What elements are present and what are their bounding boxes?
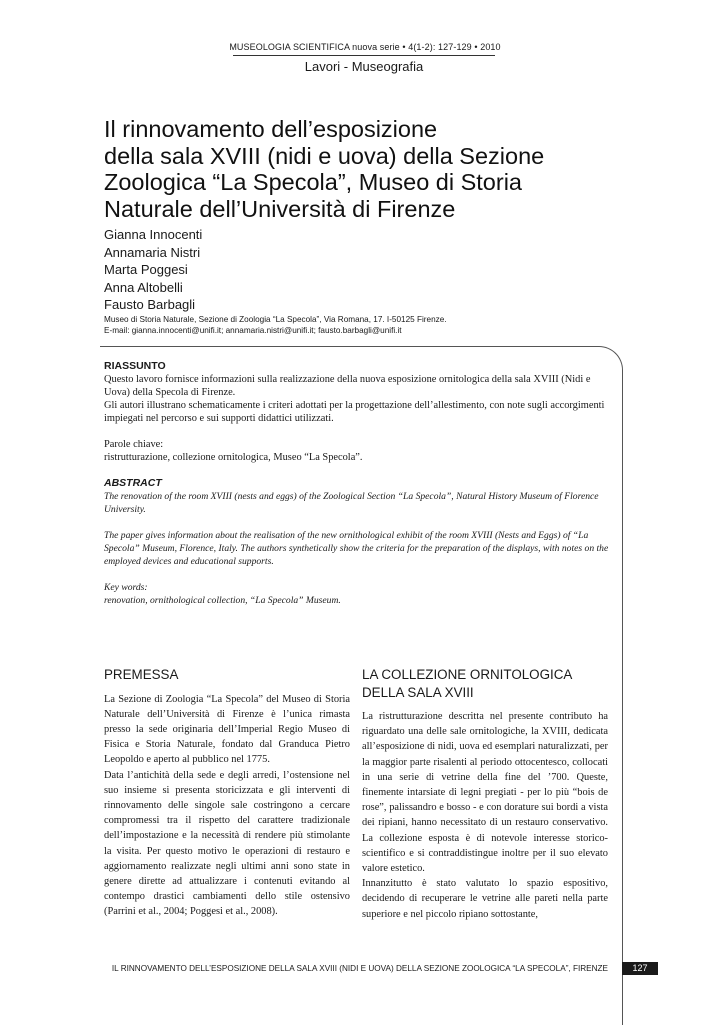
author-name: Fausto Barbagli [104, 297, 196, 312]
premessa-paragraph: Data l’antichità della sede e degli arredi, l’ostensione nel suo insieme si presenta storicizzata e gli interventi di rinnovamento delle singole sale costringono a cercare compromessi tra il rispetto del carattere tradizionale dell’impostazione e la necessità di rendere più stimolante la visita. Per questo motivo le operazioni di restauro e aggiornamento realizzate negli ultimi anni sono state in genere dirette ad attualizzare i contenuti evitando al contempo drastici cambiamenti dello stile ostensivo (Parrini et al., 2004; Poggesi et al., 2008). [104, 769, 350, 918]
riassunto-keywords: ristrutturazione, collezione ornitologica, Museo “La Specola”. [104, 452, 363, 463]
header-rule [233, 55, 495, 56]
column-left [104, 666, 350, 920]
riassunto-heading: RIASSUNTO [104, 360, 166, 372]
title-line: Zoologica “La Specola”, Museo di Storia [104, 169, 522, 195]
collezione-paragraph: La ristrutturazione descritta nel presente contributo ha riguardato una delle sale ornitologiche, la XVIII, dedicata all’esposizione di nidi, uova ed esemplari naturalizzati, per la maggior parte risalenti al periodo ottocentesco, collocati in una serie di vetrine della fine del ’700. Queste, finemente intarsiate di legni pregiati - per lo più “bois de rose”, palissandro e bosso - e con dorature sui bordi a vista dei ripiani, hanno necessitato di un restauro conservativo. La collezione esposta è di notevole interesse storico-scientifico e si contraddistingue inoltre per il suo elevato valore estetico. [362, 711, 608, 875]
author-name: Anna Altobelli [104, 279, 183, 295]
author-name: Marta Poggesi [104, 262, 188, 277]
affiliation-address: Museo di Storia Naturale, Sezione di Zoologia “La Specola”, Via Romana, 17. I-50125 Firenze. [104, 315, 447, 324]
premessa-paragraph: La Sezione di Zoologia “La Specola” del Museo di Storia Naturale dell’Università di Firenze è l’unica rimasta presso la sede originaria dell’Imperial Regio Museo di Fisica e Storia Naturale, fondato dal Granduca Pietro Leopoldo e aperto al pubblico nel 1775. [104, 693, 350, 766]
abstract-paragraph: The paper gives information about the realisation of the new ornithological exhibit of the room XVIII (Nests and Eggs) of “La Specola” Museum, Florence, Italy. The authors synthetically show the criteria for the preparation of the displays, with notes on the employed devices and educational supports. [104, 530, 609, 567]
collezione-heading-line: DELLA SALA XVIII [362, 684, 474, 700]
collezione-heading-line: LA COLLEZIONE ORNITOLOGICA [362, 667, 573, 682]
journal-citation: MUSEOLOGIA SCIENTIFICA nuova serie • 4(1-2): 127-129 • 2010 [229, 42, 501, 52]
author-list [104, 226, 504, 314]
affiliation-email: E-mail: gianna.innocenti@unifi.it; annamaria.nistri@unifi.it; fausto.barbagli@unifi.it [104, 325, 402, 335]
abstract-section [104, 360, 614, 607]
premessa-heading: PREMESSA [104, 667, 179, 682]
title-line: Il rinnovamento dell’esposizione [104, 116, 438, 142]
abstract-title: The renovation of the room XVIII (nests and eggs) of the Zoological Section “La Specola”, Natural History Museum of Florence University. [104, 491, 599, 515]
abstract-keywords: renovation, ornithological collection, “La Specola” Museum. [104, 595, 341, 606]
riassunto-paragraph: Questo lavoro fornisce informazioni sulla realizzazione della nuova esposizione ornitologica della sala XVIII (Nidi e Uova) della Specola di Firenze. [104, 374, 591, 398]
collezione-heading [362, 666, 608, 701]
title-line: della sala XVIII (nidi e uova) della Sezione [104, 142, 545, 169]
author-name: Annamaria Nistri [104, 244, 201, 260]
author-name: Gianna Innocenti [104, 227, 203, 242]
collezione-paragraph: Innanzitutto è stato valutato lo spazio espositivo, decidendo di recuperare le vetrine alle pareti nella parte superiore e nel piccolo ripiano sottostante, [362, 878, 608, 920]
article-title [104, 116, 624, 222]
abstract-heading: ABSTRACT [104, 477, 162, 489]
riassunto-keywords-label: Parole chiave: [104, 439, 164, 450]
affiliation [104, 315, 624, 336]
column-right [362, 666, 608, 922]
running-footer: IL RINNOVAMENTO DELL’ESPOSIZIONE DELLA SALA XVIII (NIDI E UOVA) DELLA SEZIONE ZOOLOGICA “LA SPECOLA”, FIRENZE [111, 964, 608, 973]
page-number: 127 [622, 962, 658, 975]
abstract-keywords-label: Key words: [104, 582, 148, 593]
title-line: Naturale dell’Università di Firenze [104, 195, 456, 222]
riassunto-paragraph: Gli autori illustrano schematicamente i criteri adottati per la progettazione dell’allestimento, con note sugli accorgimenti impiegati nel percorso e sui supporti didattici utilizzati. [104, 400, 605, 424]
section-label: Lavori - Museografia [304, 59, 424, 74]
